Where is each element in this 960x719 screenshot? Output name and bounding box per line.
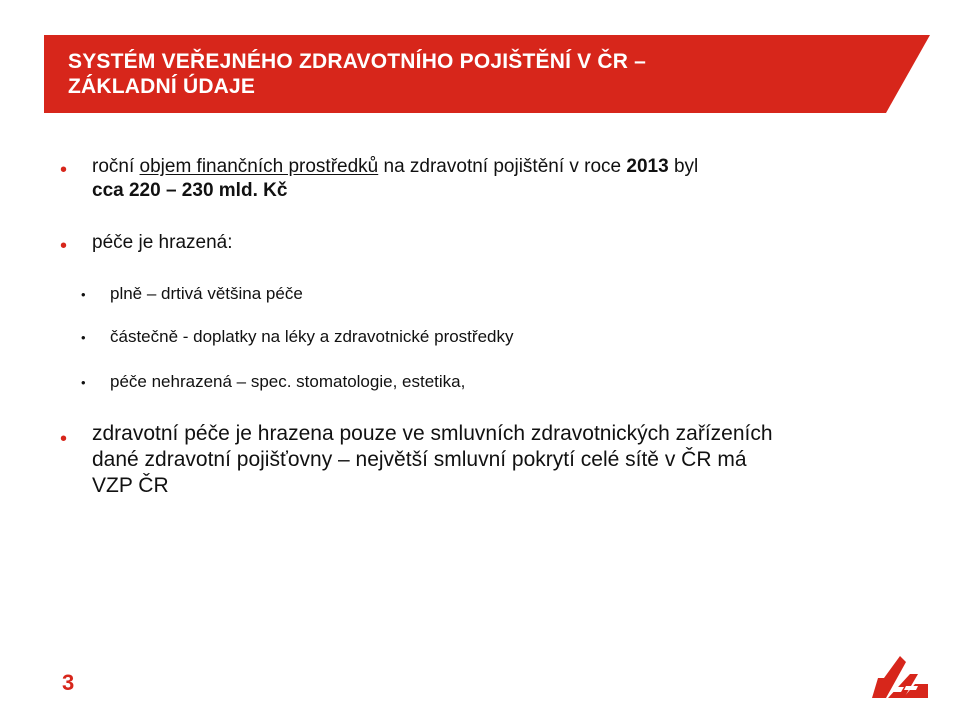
subbullet-2: částečně - doplatky na léky a zdravotnické prostředky <box>110 327 514 346</box>
bullet-marker-2: • <box>60 235 68 257</box>
network-line-1: zdravotní péče je hrazena pouze ve smluvních zdravotnických zařízeních <box>92 422 773 445</box>
page-number: 3 <box>62 670 75 695</box>
budget-line-1-prefix: roční <box>92 156 140 177</box>
stylized-a-logo-icon <box>870 656 930 700</box>
network-bullet <box>92 421 892 499</box>
subbullet-1: plně – drtivá většina péče <box>110 284 303 303</box>
care-heading-text: péče je hrazená: <box>92 232 233 253</box>
bullet-marker-1: • <box>60 159 68 181</box>
subbullet-3: péče nehrazená – spec. stomatologie, estetika, <box>110 372 466 391</box>
budget-line-1-tail: byl <box>668 156 699 177</box>
budget-bullet <box>92 155 892 203</box>
budget-line-1-underlined: objem finančních prostředků <box>139 156 379 177</box>
network-line-2: dané zdravotní pojišťovny – největší smluvní pokrytí celé sítě v ČR má <box>92 448 747 471</box>
network-line-3: VZP ČR <box>92 474 169 497</box>
page-title-line-2: ZÁKLADNÍ ÚDAJE <box>68 75 256 98</box>
budget-amount: 220 – 230 mld. Kč <box>128 180 288 201</box>
bullet-marker-3: • <box>60 428 68 450</box>
page-title-line-1: SYSTÉM VEŘEJNÉHO ZDRAVOTNÍHO POJIŠTĚNÍ V ČR – <box>68 50 647 73</box>
subbullet-marker-2: • <box>81 330 86 345</box>
corner-logo <box>870 656 930 700</box>
budget-line-2-prefix: cca <box>92 180 129 201</box>
budget-year: 2013 <box>626 156 669 177</box>
budget-line-1-suffix: na zdravotní pojištění v roce <box>378 156 627 177</box>
subbullet-marker-1: • <box>81 287 86 302</box>
subbullet-marker-3: • <box>81 375 86 390</box>
care-heading-bullet <box>92 231 892 255</box>
